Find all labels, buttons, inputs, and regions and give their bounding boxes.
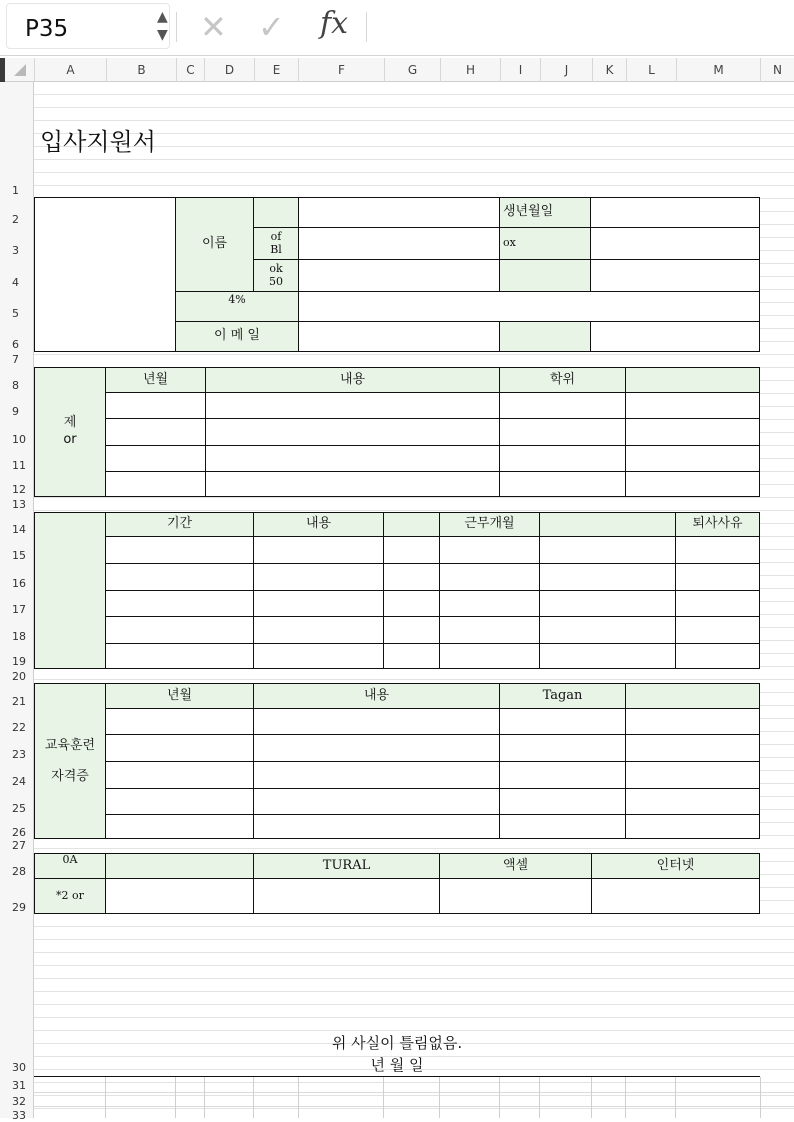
training-header-tagan: Tagan	[499, 683, 626, 709]
input-cell[interactable]	[298, 227, 500, 260]
ox-label-cell: ox	[499, 227, 591, 260]
row-header[interactable]: 12	[12, 483, 26, 496]
education-header-extra	[625, 367, 760, 393]
grid-line	[34, 1092, 794, 1093]
input-cell[interactable]	[253, 734, 500, 762]
career-header-blank	[539, 512, 676, 537]
row-header[interactable]: 28	[12, 865, 26, 878]
input-cell[interactable]	[105, 734, 254, 762]
input-cell[interactable]	[105, 392, 206, 419]
column-header-m[interactable]: M	[676, 58, 760, 82]
input-cell[interactable]	[439, 590, 540, 617]
career-header-content: 내용	[253, 512, 384, 537]
row-header[interactable]: 1	[12, 184, 19, 197]
computer-input-cell[interactable]	[439, 878, 592, 914]
input-cell[interactable]	[253, 616, 384, 644]
grid-line	[499, 1077, 500, 1118]
computer-input-cell[interactable]	[105, 878, 254, 914]
career-header-blank	[383, 512, 440, 537]
grid-line	[298, 1077, 299, 1118]
input-cell[interactable]	[383, 616, 440, 644]
column-header-e[interactable]: E	[254, 58, 298, 82]
select-all-corner-icon[interactable]	[14, 64, 26, 76]
input-cell[interactable]	[439, 643, 540, 669]
education-header-degree: 학위	[499, 367, 626, 393]
career-header-reason: 퇴사사유	[675, 512, 760, 537]
input-cell[interactable]	[205, 471, 500, 497]
row-header[interactable]: 25	[12, 802, 26, 815]
name-box[interactable]	[6, 3, 170, 49]
row-header[interactable]: 29	[12, 901, 26, 914]
grid-line	[34, 1106, 794, 1107]
grid-line	[204, 1077, 205, 1118]
column-header-n[interactable]: N	[760, 58, 794, 82]
input-cell[interactable]	[499, 814, 626, 839]
input-cell[interactable]	[105, 616, 254, 644]
label-cell	[253, 197, 299, 228]
column-header-k[interactable]: K	[592, 58, 626, 82]
column-header-d[interactable]: D	[204, 58, 254, 82]
input-cell[interactable]	[205, 445, 500, 472]
computer-header-tural: TURAL	[253, 853, 440, 879]
row-header[interactable]: 14	[12, 523, 26, 536]
training-header-content: 내용	[253, 683, 500, 709]
input-cell[interactable]	[499, 734, 626, 762]
education-header-date: 년월	[105, 367, 206, 393]
declaration-text: 위 사실이 틀림없음.	[331, 1034, 463, 1052]
input-cell[interactable]	[539, 643, 676, 669]
row-header[interactable]: 18	[12, 630, 26, 643]
input-cell[interactable]	[205, 418, 500, 446]
row-header[interactable]: 19	[12, 655, 26, 668]
grid-line	[383, 1077, 384, 1118]
career-side-label	[34, 512, 106, 669]
computer-header-blank	[105, 853, 254, 879]
input-cell[interactable]	[105, 761, 254, 789]
row-header[interactable]: 16	[12, 577, 26, 590]
training-side-label: 교육훈련 자격증	[34, 683, 106, 839]
input-cell[interactable]	[625, 471, 760, 497]
photo-cell[interactable]	[34, 197, 176, 352]
row-header[interactable]: 15	[12, 549, 26, 562]
grid-line	[625, 1077, 626, 1118]
input-cell[interactable]	[105, 536, 254, 564]
career-header-months: 근무개월	[439, 512, 540, 537]
row-header[interactable]: 17	[12, 603, 26, 616]
row-header[interactable]: 2	[12, 213, 19, 226]
input-cell[interactable]	[439, 616, 540, 644]
row-header[interactable]: 5	[12, 307, 19, 320]
email-input-cell[interactable]	[298, 321, 500, 352]
input-cell[interactable]	[675, 616, 760, 644]
grid-line	[760, 1077, 761, 1118]
computer-input-cell[interactable]	[253, 878, 440, 914]
row-header[interactable]: 33	[12, 1109, 26, 1122]
input-cell[interactable]	[205, 392, 500, 419]
input-cell[interactable]	[253, 788, 500, 815]
column-header-bar	[0, 58, 794, 82]
input-cell[interactable]	[253, 708, 500, 735]
grid-line	[539, 1077, 540, 1118]
input-cell[interactable]	[590, 227, 760, 260]
input-cell[interactable]	[253, 643, 384, 669]
input-cell[interactable]	[253, 536, 384, 564]
input-cell[interactable]	[539, 563, 676, 591]
row-header[interactable]: 4	[12, 276, 19, 289]
input-cell[interactable]	[105, 563, 254, 591]
career-header-period: 기간	[105, 512, 254, 537]
row-header[interactable]: 32	[12, 1095, 26, 1108]
input-cell[interactable]	[625, 418, 760, 446]
birth-label-cell: 생년월일	[499, 197, 591, 228]
input-cell[interactable]	[539, 590, 676, 617]
input-cell[interactable]	[298, 197, 500, 228]
name-label-cell: 이름	[175, 197, 254, 292]
input-cell[interactable]	[625, 392, 760, 419]
row-header[interactable]: 22	[12, 721, 26, 734]
input-cell[interactable]	[625, 734, 760, 762]
formula-bar	[0, 0, 794, 56]
enter-icon[interactable]: ✓	[258, 8, 285, 46]
input-cell[interactable]	[383, 643, 440, 669]
input-cell[interactable]	[253, 761, 500, 789]
column-header-b[interactable]: B	[106, 58, 176, 82]
input-cell[interactable]	[625, 788, 760, 815]
row-header[interactable]: 27	[12, 839, 26, 852]
row-header[interactable]: 13	[12, 498, 26, 511]
name-box-value: P35	[25, 16, 69, 42]
computer-header-internet: 인터넷	[591, 853, 760, 879]
computer-side-top: 0A	[34, 853, 106, 879]
computer-input-cell[interactable]	[591, 878, 760, 914]
input-cell[interactable]	[499, 392, 626, 419]
input-cell[interactable]	[499, 471, 626, 497]
of-label-cell: of Bl	[253, 227, 299, 260]
column-header-a[interactable]: A	[34, 58, 106, 82]
input-cell[interactable]	[539, 536, 676, 564]
input-cell[interactable]	[105, 788, 254, 815]
row-header[interactable]: 26	[12, 826, 26, 839]
input-cell[interactable]	[675, 643, 760, 669]
row-header[interactable]: 31	[12, 1079, 26, 1092]
education-header-content: 내용	[205, 367, 500, 393]
row-header[interactable]: 3	[12, 244, 19, 257]
input-cell[interactable]	[105, 643, 254, 669]
date-line-text: 년 월 일	[370, 1056, 424, 1074]
grid-line	[439, 1077, 440, 1118]
sheet-grid[interactable]	[34, 82, 794, 1118]
address-input-cell[interactable]	[298, 291, 760, 322]
input-cell[interactable]	[590, 259, 760, 292]
column-header-i[interactable]: I	[500, 58, 540, 82]
page-title: 입사지원서	[40, 128, 156, 156]
row-header[interactable]: 6	[12, 338, 19, 351]
input-cell[interactable]	[675, 563, 760, 591]
input-cell[interactable]	[539, 616, 676, 644]
input-cell[interactable]	[105, 445, 206, 472]
row-header[interactable]: 11	[12, 459, 26, 472]
input-cell[interactable]	[590, 321, 760, 352]
column-header-j[interactable]: J	[540, 58, 592, 82]
column-header-h[interactable]: H	[440, 58, 500, 82]
column-header-f[interactable]: F	[298, 58, 384, 82]
input-cell[interactable]	[499, 788, 626, 815]
row-header[interactable]: 7	[12, 353, 19, 366]
separator	[366, 12, 367, 42]
input-cell[interactable]	[383, 590, 440, 617]
input-cell[interactable]	[625, 814, 760, 839]
email-label-cell: 이 메 일	[175, 321, 299, 352]
name-box-stepper-icon[interactable]: ▲ ▼	[157, 9, 168, 43]
grid-line	[253, 1077, 254, 1118]
input-cell[interactable]	[105, 708, 254, 735]
training-header-date: 년월	[105, 683, 254, 709]
education-side-label: 제 or	[34, 367, 106, 497]
training-header-extra	[625, 683, 760, 709]
input-cell[interactable]	[105, 590, 254, 617]
input-cell[interactable]	[439, 536, 540, 564]
input-cell[interactable]	[439, 563, 540, 591]
input-cell[interactable]	[675, 536, 760, 564]
column-header-l[interactable]: L	[626, 58, 676, 82]
row-header[interactable]: 10	[12, 433, 26, 446]
input-cell[interactable]	[253, 814, 500, 839]
birth-input-cell[interactable]	[590, 197, 760, 228]
computer-header-excel: 액셀	[439, 853, 592, 879]
input-cell[interactable]	[499, 445, 626, 472]
bottom-border	[34, 1076, 760, 1077]
label-cell	[499, 259, 591, 292]
grid-line	[105, 1077, 106, 1118]
row-header[interactable]: 20	[12, 670, 26, 683]
input-cell[interactable]	[499, 761, 626, 789]
input-cell[interactable]	[675, 590, 760, 617]
percent-label-cell: 4%	[175, 291, 299, 322]
input-cell[interactable]	[105, 814, 254, 839]
row-header[interactable]: 24	[12, 775, 26, 788]
grid-line	[175, 1077, 176, 1118]
label-cell	[499, 321, 591, 352]
input-cell[interactable]	[383, 563, 440, 591]
grid-line	[675, 1077, 676, 1118]
ok-label-cell: ok 50	[253, 259, 299, 292]
computer-side-bottom: *2 or	[34, 878, 106, 914]
input-cell[interactable]	[253, 590, 384, 617]
grid-line	[591, 1077, 592, 1118]
row-header[interactable]: 9	[12, 405, 19, 418]
input-cell[interactable]	[625, 761, 760, 789]
input-cell[interactable]	[105, 471, 206, 497]
input-cell[interactable]	[253, 563, 384, 591]
row-header-bar	[0, 82, 34, 1122]
column-header-c[interactable]: C	[176, 58, 204, 82]
input-cell[interactable]	[499, 708, 626, 735]
row-header[interactable]: 30	[12, 1061, 26, 1074]
input-cell[interactable]	[298, 259, 500, 292]
cancel-icon[interactable]: ✕	[200, 8, 227, 46]
row-header[interactable]: 23	[12, 748, 26, 761]
input-cell[interactable]	[105, 418, 206, 446]
column-header-g[interactable]: G	[384, 58, 440, 82]
row-header[interactable]: 8	[12, 379, 19, 392]
input-cell[interactable]	[625, 445, 760, 472]
input-cell[interactable]	[625, 708, 760, 735]
function-icon[interactable]: fx	[320, 6, 349, 41]
row-header[interactable]: 21	[12, 695, 26, 708]
input-cell[interactable]	[499, 418, 626, 446]
input-cell[interactable]	[383, 536, 440, 564]
separator	[176, 12, 177, 42]
